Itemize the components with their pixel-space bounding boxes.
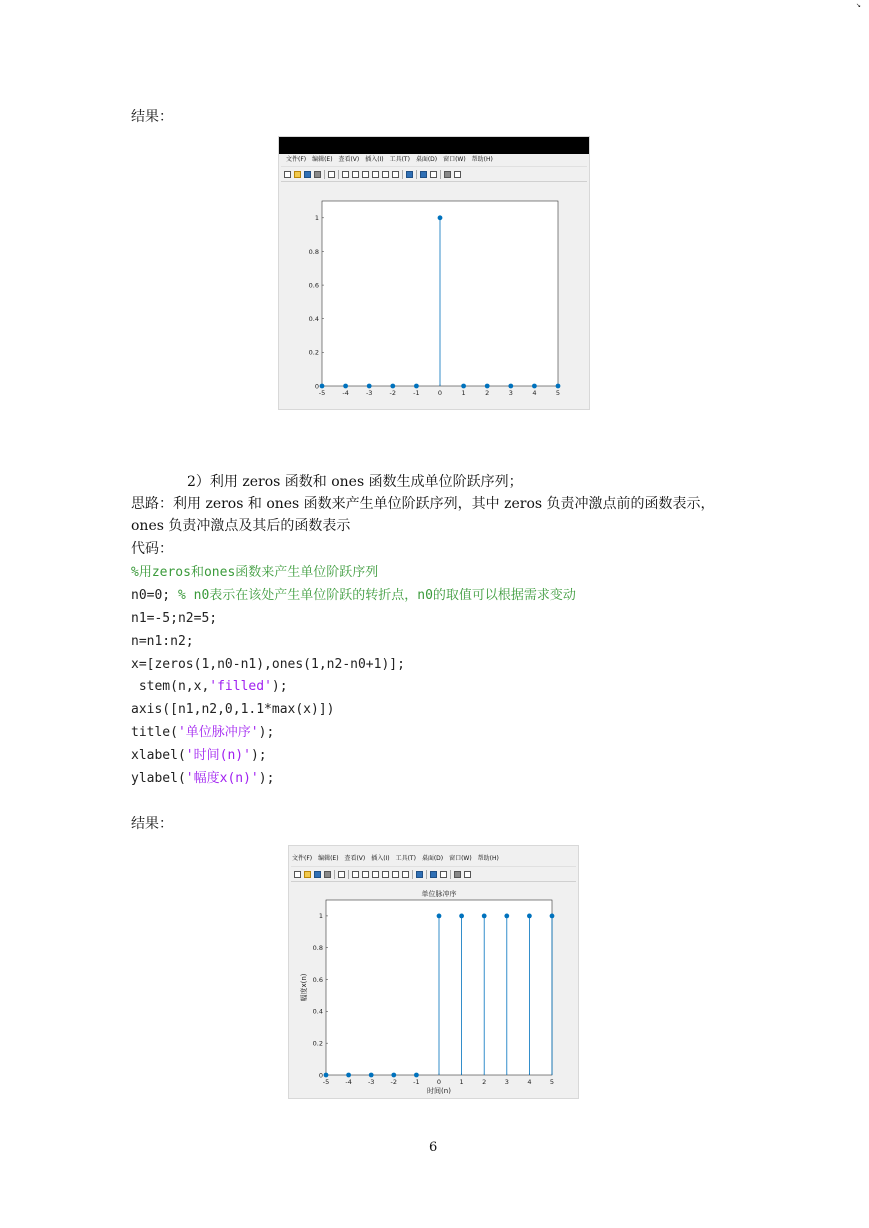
- x-tick-label: 5: [549, 1078, 555, 1086]
- y-tick-label: 0: [318, 1071, 323, 1080]
- menu-tools[interactable]: 工具(T): [389, 156, 410, 163]
- x-tick-label: -3: [365, 389, 373, 397]
- code-string: 'filled': [209, 679, 272, 694]
- stem-marker: [482, 914, 487, 919]
- stem-marker: [414, 1073, 419, 1078]
- open-file-icon[interactable]: [294, 171, 301, 178]
- stem-marker: [324, 1073, 329, 1078]
- y-tick-label: 1: [318, 912, 323, 921]
- figure-toolbar: [291, 866, 576, 882]
- toolbar-separator: [450, 870, 451, 879]
- code-string: '幅度x(n)': [185, 771, 259, 786]
- figure-menubar: [292, 853, 578, 865]
- menu-edit[interactable]: 编辑(E): [312, 156, 333, 163]
- pointer-icon[interactable]: [328, 171, 335, 178]
- menu-view[interactable]: 查看(V): [344, 855, 366, 862]
- stem-marker: [527, 914, 532, 919]
- pan-icon[interactable]: [362, 171, 369, 178]
- legend-icon[interactable]: [440, 871, 447, 878]
- x-tick-label: 0: [436, 1078, 442, 1086]
- stem-marker: [414, 384, 419, 389]
- hide-plot-tools-icon[interactable]: [454, 871, 461, 878]
- colorbar-icon[interactable]: [420, 171, 427, 178]
- toolbar-separator: [412, 870, 413, 879]
- menu-window[interactable]: 窗口(W): [443, 156, 466, 163]
- menu-insert[interactable]: 插入(I): [371, 855, 390, 862]
- y-tick-label: 0.8: [308, 247, 319, 256]
- figure-toolbar: [281, 166, 587, 182]
- save-icon[interactable]: [304, 171, 311, 178]
- y-tick-label: 0.4: [312, 1007, 323, 1016]
- menu-view[interactable]: 查看(V): [338, 156, 360, 163]
- x-tick-label: -1: [413, 1078, 420, 1086]
- new-figure-icon[interactable]: [284, 171, 291, 178]
- x-tick-label: 4: [527, 1078, 532, 1086]
- x-tick-label: 3: [504, 1078, 509, 1086]
- code-line-5: x=[zeros(1,n0-n1),ones(1,n2-n0+1)];: [131, 657, 405, 672]
- y-tick-label: 0.2: [308, 348, 319, 357]
- toolbar-separator: [338, 170, 339, 179]
- code-text: n0=0;: [131, 588, 178, 603]
- x-tick-label: -1: [413, 389, 420, 397]
- toolbar-separator: [324, 170, 325, 179]
- stem-marker: [485, 384, 490, 389]
- open-file-icon[interactable]: [304, 871, 311, 878]
- toolbar-separator: [402, 170, 403, 179]
- stem-marker: [343, 384, 348, 389]
- code-text: title(: [131, 725, 178, 740]
- figure-menubar: 文件(F) 编辑(E) 查看(V) 插入(I) 工具(T) 桌面(D) 窗口(W) 帮助(H) ↘: [286, 2, 861, 163]
- code-line-2: [131, 587, 576, 604]
- legend-icon[interactable]: [430, 171, 437, 178]
- menu-desktop[interactable]: 桌面(D): [421, 855, 444, 862]
- x-tick-label: -4: [345, 1078, 352, 1086]
- pointer-icon[interactable]: [338, 871, 345, 878]
- stem-plot-1: [279, 181, 589, 409]
- menu-tools[interactable]: 工具(T): [395, 855, 416, 862]
- stem-marker: [504, 914, 509, 919]
- x-tick-label: 5: [555, 389, 561, 397]
- stem-marker: [346, 1073, 351, 1078]
- pan-icon[interactable]: [372, 871, 379, 878]
- menu-window[interactable]: 窗口(W): [449, 855, 472, 862]
- code-text: );: [271, 679, 288, 694]
- stem-marker: [508, 384, 513, 389]
- stem-marker: [391, 1073, 396, 1078]
- stem-marker: [556, 384, 561, 389]
- figure-window-2: [288, 845, 579, 1099]
- code-text: stem(n,x,: [131, 679, 210, 694]
- zoom-out-icon[interactable]: [362, 871, 369, 878]
- menu-help[interactable]: 帮助(H): [477, 855, 499, 862]
- code-line-9: [131, 747, 267, 764]
- hide-plot-tools-icon[interactable]: [444, 171, 451, 178]
- stem-marker: [320, 384, 325, 389]
- zoom-out-icon[interactable]: [352, 171, 359, 178]
- brush-icon[interactable]: [402, 871, 409, 878]
- figure-titlebar: [279, 137, 589, 154]
- x-tick-label: 2: [485, 389, 490, 397]
- colorbar-icon[interactable]: [430, 871, 437, 878]
- rotate-icon[interactable]: [382, 871, 389, 878]
- page-number: 6: [429, 1140, 438, 1155]
- zoom-in-icon[interactable]: [342, 171, 349, 178]
- x-tick-label: -5: [322, 1078, 330, 1086]
- menu-desktop[interactable]: 桌面(D): [415, 156, 438, 163]
- menu-file[interactable]: 文件(F): [292, 855, 313, 862]
- rotate-icon[interactable]: [372, 171, 379, 178]
- stem-marker: [437, 914, 442, 919]
- brush-icon[interactable]: [392, 171, 399, 178]
- y-axis-label: 幅度x(n): [300, 973, 308, 1002]
- x-tick-label: -5: [318, 389, 326, 397]
- toolbar-separator: [440, 170, 441, 179]
- menu-help[interactable]: 帮助(H): [471, 156, 493, 163]
- code-line-7: axis([n1,n2,0,1.1*max(x)]): [131, 702, 335, 717]
- result-label-1: 结果：: [131, 109, 173, 125]
- x-tick-label: -3: [367, 1078, 375, 1086]
- code-line-10: [131, 770, 274, 787]
- x-tick-label: 0: [437, 389, 443, 397]
- save-icon[interactable]: [314, 871, 321, 878]
- code-text: ylabel(: [131, 771, 186, 786]
- chart-title: 单位脉冲序: [421, 890, 457, 898]
- stem-marker: [390, 384, 395, 389]
- code-line-6: [131, 678, 288, 695]
- stem-marker: [369, 1073, 374, 1078]
- link-plot-icon[interactable]: [406, 171, 413, 178]
- zoom-in-icon[interactable]: [352, 871, 359, 878]
- y-tick-label: 1: [314, 214, 319, 223]
- code-line-4: n=n1:n2;: [131, 634, 194, 649]
- code-line-8: [131, 724, 274, 741]
- print-icon[interactable]: [314, 171, 321, 178]
- y-tick-label: 0: [314, 382, 319, 391]
- y-tick-label: 0.6: [308, 281, 319, 290]
- stem-marker: [459, 914, 464, 919]
- stem-marker: [461, 384, 466, 389]
- code-string: '单位脉冲序': [177, 725, 259, 740]
- link-plot-icon[interactable]: [416, 871, 423, 878]
- stem-marker: [438, 215, 443, 220]
- data-cursor-icon[interactable]: [382, 171, 389, 178]
- print-icon[interactable]: [324, 871, 331, 878]
- code-text: );: [250, 748, 267, 763]
- x-axis-label: 时间(n): [427, 1087, 451, 1095]
- stem-plot-2: [289, 882, 578, 1099]
- section-heading: 2）利用 zeros 函数和 ones 函数生成单位阶跃序列；: [187, 474, 523, 490]
- menu-file[interactable]: 文件(F): [286, 156, 307, 163]
- x-tick-label: -2: [389, 389, 397, 397]
- idea-line-2: ones 负责冲激点及其后的函数表示: [131, 518, 351, 534]
- toolbar-separator: [416, 170, 417, 179]
- idea-line-1: 思路：利用 zeros 和 ones 函数来产生单位阶跃序列，其中 zeros 负责冲激点前的函数表示，: [131, 496, 715, 512]
- stem-marker: [367, 384, 372, 389]
- y-tick-label: 0.8: [312, 944, 323, 953]
- stem-marker: [532, 384, 537, 389]
- data-cursor-icon[interactable]: [392, 871, 399, 878]
- x-tick-label: 2: [482, 1078, 487, 1086]
- x-tick-label: -2: [390, 1078, 398, 1086]
- code-line-3: n1=-5;n2=5;: [131, 611, 218, 626]
- toolbar-separator: [334, 870, 335, 879]
- toolbar-separator: [426, 870, 427, 879]
- x-tick-label: 3: [508, 389, 513, 397]
- x-tick-label: 1: [459, 1078, 464, 1086]
- show-plot-tools-icon[interactable]: [464, 871, 471, 878]
- new-figure-icon[interactable]: [294, 871, 301, 878]
- code-text: xlabel(: [131, 748, 186, 763]
- code-text: );: [258, 725, 275, 740]
- code-comment: % n0表示在该处产生单位阶跃的转折点，n0的取值可以根据需求变动: [177, 588, 576, 603]
- toolbar-separator: [348, 870, 349, 879]
- x-tick-label: 1: [461, 389, 466, 397]
- y-tick-label: 0.2: [312, 1039, 323, 1048]
- menu-edit[interactable]: 编辑(E): [318, 855, 339, 862]
- stem-marker: [550, 914, 555, 919]
- code-string: '时间(n)': [185, 748, 251, 763]
- show-plot-tools-icon[interactable]: [454, 171, 461, 178]
- menu-insert[interactable]: 插入(I): [365, 156, 384, 163]
- result-label-2: 结果：: [131, 816, 173, 832]
- code-text: );: [258, 771, 275, 786]
- x-tick-label: 4: [532, 389, 537, 397]
- figure-window-1: [278, 2, 861, 410]
- y-tick-label: 0.4: [308, 315, 319, 324]
- y-tick-label: 0.6: [312, 975, 323, 984]
- code-line-1: %用zeros和ones函数来产生单位阶跃序列: [131, 565, 379, 580]
- x-tick-label: -4: [342, 389, 349, 397]
- code-label: 代码：: [131, 541, 173, 557]
